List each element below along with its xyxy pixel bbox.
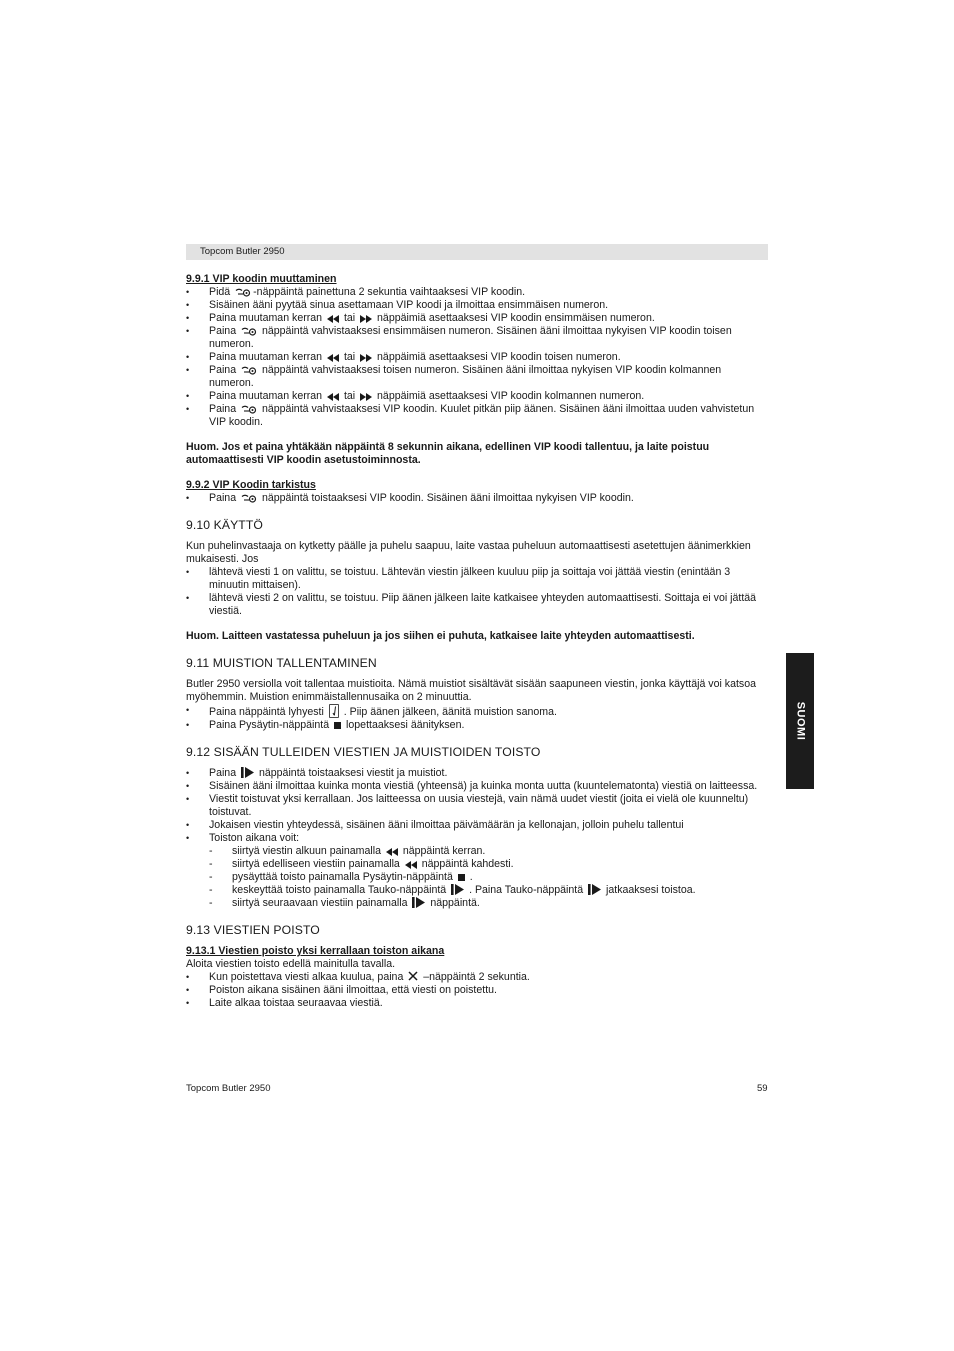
- rewind-icon: [386, 848, 398, 856]
- list-item: • Sisäinen ääni pyytää sinua asettamaan VIP koodi ja ilmoittaa ensimmäisen numeron.: [186, 299, 768, 312]
- memo-key-icon: [329, 704, 339, 718]
- section-9-10-list: [186, 566, 768, 618]
- section-9-12-sublist: [186, 845, 768, 910]
- section-9-11-title: 9.11 MUISTION TALLENTAMINEN: [186, 656, 377, 670]
- rewind-icon: [327, 393, 339, 401]
- rewind-icon: [327, 315, 339, 323]
- section-9-11-intro: Butler 2950 versiolla voit tallentaa muistioita. Nämä muistiot sisältävät sisään saapuneen viestin, jonka käyttäjä voi katsoa myöhemmin. Muistion enimmäistallennusaika on 2 minuuttia.: [186, 678, 757, 703]
- list-item: • Paina näppäintä toistaaksesi viestit ja muistiot.: [186, 767, 768, 780]
- vip-key-icon: [241, 493, 257, 503]
- section-9-13-title: 9.13 VIESTIEN POISTO: [186, 923, 320, 937]
- stop-icon: [334, 722, 341, 729]
- play-pause-icon: [451, 884, 464, 895]
- footer-title: Topcom Butler 2950: [186, 1083, 271, 1094]
- fast-forward-icon: [360, 354, 372, 362]
- list-item: • Kun poistettava viesti alkaa kuulua, paina –näppäintä 2 sekuntia.: [186, 971, 768, 984]
- section-9-13-intro: Aloita viestien toisto edellä mainitulla tavalla.: [186, 958, 396, 970]
- list-item: - siirtyä seuraavaan viestiin painamalla näppäintä.: [186, 897, 768, 910]
- section-9-10-intro: Kun puhelinvastaaja on kytketty päälle ja puhelu saapuu, laite vastaa puheluun automaattisesti asetettujen äänimerkkien mukaisesti. Jos: [186, 540, 751, 565]
- list-item: - pysäyttää toisto painamalla Pysäytin-näppäintä .: [186, 871, 768, 884]
- vip-key-icon: [241, 326, 257, 336]
- list-item: • Viestit toistuvat yksi kerrallaan. Jos laitteessa on uusia viestejä, vain nämä uudet viestit (joita ei vielä ole kuunneltu) toistuvat.: [186, 793, 768, 819]
- list-item: • Paina muutaman kerran tai näppäimiä asettaaksesi VIP koodin ensimmäisen numeron.: [186, 312, 768, 325]
- list-item: • Paina Pysäytin-näppäintä lopettaaksesi äänityksen.: [186, 719, 768, 732]
- rewind-icon: [327, 354, 339, 362]
- section-9-12-list: [186, 767, 768, 845]
- list-item: • Paina muutaman kerran tai näppäimiä asettaaksesi VIP koodin toisen numeron.: [186, 351, 768, 364]
- rewind-icon: [405, 861, 417, 869]
- list-item: • Paina näppäintä lyhyesti . Piip äänen jälkeen, äänitä muistion sanoma.: [186, 704, 768, 719]
- section-9-9-2-title: 9.9.2 VIP Koodin tarkistus: [186, 479, 316, 491]
- vip-key-icon: [235, 287, 251, 297]
- list-item: - keskeyttää toisto painamalla Tauko-näppäintä . Paina Tauko-näppäintä jatkaaksesi toistoa.: [186, 884, 768, 897]
- section-9-10-note: Huom. Laitteen vastatessa puheluun ja jos siihen ei puhuta, katkaisee laite yhteyden automaattisesti.: [186, 630, 695, 642]
- section-9-11-list: [186, 704, 768, 732]
- list-item: • Paina muutaman kerran tai näppäimiä asettaaksesi VIP koodin kolmannen numeron.: [186, 390, 768, 403]
- list-item: • Paina näppäintä vahvistaaksesi toisen numeron. Sisäinen ääni ilmoittaa nykyisen VIP koodin kolmannen numeron.: [186, 364, 768, 390]
- section-9-13-list: [186, 971, 768, 1010]
- section-9-13-1-title: 9.13.1 Viestien poisto yksi kerrallaan toiston aikana: [186, 945, 445, 957]
- header-bar: [186, 244, 768, 260]
- list-item: • lähtevä viesti 1 on valittu, se toistuu. Lähtevän viestin jälkeen kuuluu piip ja soittaja voi jättää viestin (enintään 3 minuutin mittaisen).: [186, 566, 768, 592]
- page-content: [186, 273, 768, 1010]
- list-item: • Poiston aikana sisäinen ääni ilmoittaa, että viesti on poistettu.: [186, 984, 768, 997]
- page-number: 59: [757, 1083, 768, 1094]
- list-item: • Toiston aikana voit:: [186, 832, 768, 845]
- list-item: • Jokaisen viestin yhteydessä, sisäinen ääni ilmoittaa päivämäärän ja kellonajan, jolloin puhelu tallentui: [186, 819, 768, 832]
- section-9-9-1-note: Huom. Jos et paina yhtäkään näppäintä 8 sekunnin aikana, edellinen VIP koodi tallentuu, ja laite poistuu automaattisesti VIP koodin asetustoiminnosta.: [186, 441, 710, 466]
- section-9-10-title: 9.10 KÄYTTÖ: [186, 518, 263, 532]
- list-item: • Pidä -näppäintä painettuna 2 sekuntia vaihtaaksesi VIP koodin.: [186, 286, 768, 299]
- list-item: - siirtyä viestin alkuun painamalla näppäintä kerran.: [186, 845, 768, 858]
- play-pause-icon: [241, 767, 254, 778]
- section-9-9-2-list: [186, 492, 768, 505]
- list-item: • Paina näppäintä vahvistaaksesi VIP koodin. Kuulet pitkän piip äänen. Sisäinen ääni ilmoittaa uuden vahvistetun VIP koodin.: [186, 403, 768, 429]
- list-item: - siirtyä edelliseen viestiin painamalla näppäintä kahdesti.: [186, 858, 768, 871]
- list-item: • Paina näppäintä vahvistaaksesi ensimmäisen numeron. Sisäinen ääni ilmoittaa nykyisen VIP koodin toisen numeron.: [186, 325, 768, 351]
- header-title: Topcom Butler 2950: [200, 246, 285, 257]
- list-item: • Paina näppäintä toistaaksesi VIP koodin. Sisäinen ääni ilmoittaa nykyisen VIP koodin.: [186, 492, 768, 505]
- section-9-9-1-title: 9.9.1 VIP koodin muuttaminen: [186, 273, 337, 285]
- delete-icon: [408, 971, 418, 981]
- section-9-12-title: 9.12 SISÄÄN TULLEIDEN VIESTIEN JA MUISTIOIDEN TOISTO: [186, 745, 541, 759]
- play-pause-icon: [412, 897, 425, 908]
- list-item: • lähtevä viesti 2 on valittu, se toistuu. Piip äänen jälkeen laite katkaisee yhteyden automaattisesti. Soittaja ei voi jättää viestiä.: [186, 592, 768, 618]
- list-item: • Sisäinen ääni ilmoittaa kuinka monta viestiä (yhteensä) ja kuinka monta uutta (kuuntelematonta) viestiä on laitteessa.: [186, 780, 768, 793]
- fast-forward-icon: [360, 393, 372, 401]
- vip-key-icon: [241, 365, 257, 375]
- play-pause-icon: [588, 884, 601, 895]
- language-tab-label: SUOMI: [794, 701, 807, 741]
- section-9-9-1-list: [186, 286, 768, 429]
- fast-forward-icon: [360, 315, 372, 323]
- stop-icon: [458, 874, 465, 881]
- list-item: • Laite alkaa toistaa seuraavaa viestiä.: [186, 997, 768, 1010]
- language-tab: [786, 653, 814, 789]
- vip-key-icon: [241, 404, 257, 414]
